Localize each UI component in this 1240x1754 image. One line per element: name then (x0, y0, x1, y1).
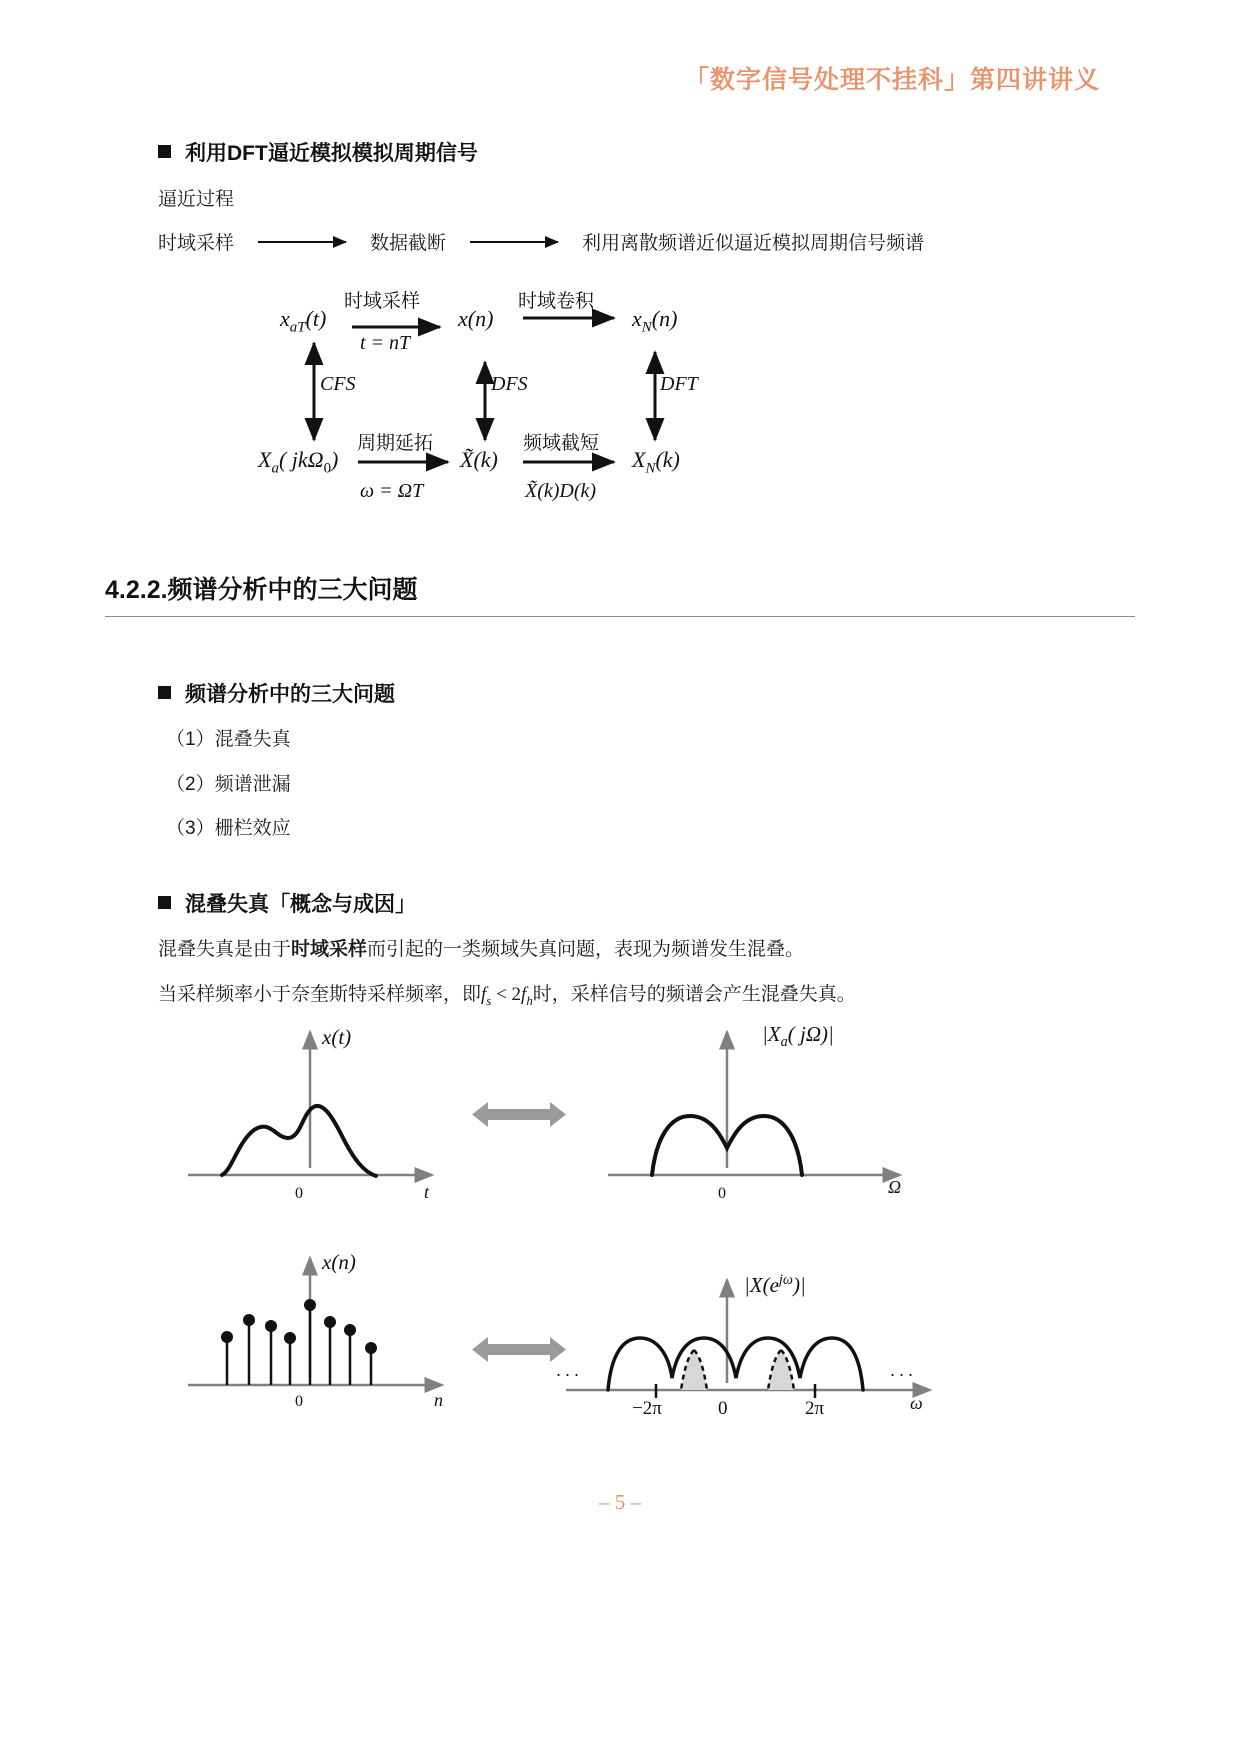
bullet-heading-three-problems (158, 678, 395, 708)
fig-br-ylabel-rest: )| (792, 1273, 806, 1297)
figure-continuous-time-signal (180, 1020, 460, 1200)
flow-step-2: 数据截断 (370, 233, 447, 254)
cd-label-time-convolution: 时域卷积 (518, 291, 595, 312)
fig-br-ylabel-sup: jω (778, 1272, 793, 1288)
fig-tl-xlabel: t (424, 1182, 430, 1202)
aliasing-paragraph-1 (158, 934, 804, 961)
double-arrow-icon-bottom (470, 1333, 570, 1367)
fig-tr-origin: 0 (718, 1185, 726, 1202)
fig-tr-xlabel: Ω (888, 1177, 902, 1197)
list-item-3: （3）栅栏效应 (166, 818, 291, 839)
bullet-heading-label-2: 频谱分析中的三大问题 (185, 683, 395, 706)
double-arrow-icon-top (470, 1098, 570, 1132)
bullet-heading-label: 利用DFT逼近模拟模拟周期信号 (185, 142, 478, 165)
aliasing-p2-post: 时，采样信号的频谱会产生混叠失真。 (532, 984, 856, 1005)
cd-label-freq-truncation: 频域截短 (523, 433, 600, 454)
aliasing-p2-fs: f (481, 984, 487, 1005)
flow-step-1: 时域采样 (158, 233, 235, 254)
page-header-title: 「数字信号处理不挂科」第四讲讲义 (683, 67, 1100, 94)
cd-label-cfs: CFS (320, 373, 356, 395)
cd-label-time-sampling: 时域采样 (344, 291, 421, 312)
aliasing-p2-fs-sub: s (486, 992, 492, 1008)
fig-br-xlabel: ω (910, 1393, 923, 1413)
fig-bl-xlabel: n (434, 1390, 443, 1410)
fig-tr-ylabel-rest: ( jΩ)| (787, 1022, 834, 1046)
fig-tr-ylabel-sub: a (780, 1034, 788, 1051)
cd-label-omega-equals-OmegaT: ω = ΩT (360, 480, 424, 502)
aliasing-p1-pre: 混叠失真是由于 (158, 939, 292, 960)
fig-tl-origin: 0 (295, 1185, 303, 1202)
bullet-square-icon-3 (158, 896, 171, 909)
fig-br-ellipsis-right: · · · (890, 1365, 913, 1385)
cd-node-xNn: $x_N(n)$ (632, 306, 678, 336)
bullet-heading-label-3: 混叠失真「概念与成因」 (185, 893, 416, 916)
fig-tr-ylabel-main: |X (762, 1022, 781, 1046)
section-divider (105, 616, 1135, 617)
fig-br-ylabel-main: |X(e (744, 1273, 779, 1297)
cd-label-dft: DFT (660, 373, 698, 395)
cd-label-dfs: DFS (491, 373, 528, 395)
cd-label-periodic-extension: 周期延拓 (357, 433, 434, 454)
fig-br-origin: 0 (718, 1398, 728, 1419)
fig-bl-ylabel: x(n) (322, 1250, 356, 1274)
aliasing-p1-bold: 时域采样 (291, 939, 368, 960)
cd-node-xaT: $x_{aT}(t)$ (280, 306, 327, 336)
fig-br-tick-neg2pi: −2π (632, 1398, 662, 1419)
cd-label-XkDk: X̃(k)D(k) (525, 480, 597, 502)
fig-bl-origin: 0 (295, 1393, 303, 1410)
bullet-square-icon-2 (158, 686, 171, 699)
cd-label-t-equals-nT: t = nT (360, 332, 411, 354)
fig-tl-ylabel: x(t) (322, 1025, 352, 1049)
subtitle-approx-process: 逼近过程 (158, 189, 235, 210)
aliasing-p2-fh-sub: h (526, 992, 533, 1008)
diagram-arrows (0, 0, 1240, 560)
figure-analog-spectrum (600, 1020, 920, 1200)
page-number: – 5 – (599, 1490, 641, 1514)
cd-node-xn: x(n) (458, 306, 494, 331)
list-item-2: （2）频谱泄漏 (166, 774, 291, 795)
cd-node-Xtilde-k: X̃(k) (460, 447, 498, 472)
flow-step-3: 利用离散频谱近似逼近模拟周期信号频谱 (582, 233, 925, 254)
figure-sampled-signal (180, 1250, 470, 1410)
fig-br-ellipsis-left: · · · (556, 1365, 579, 1385)
aliasing-paragraph-2 (158, 979, 856, 1009)
section-heading-422: 4.2.2.频谱分析中的三大问题 (105, 576, 418, 604)
fig-br-tick-2pi: 2π (805, 1398, 825, 1419)
cd-node-XN-k: $X_N(k)$ (632, 447, 680, 477)
aliasing-p1-post: 而引起的一类频域失真问题，表现为频谱发生混叠。 (367, 939, 805, 960)
aliasing-p2-pre: 当采样频率小于奈奎斯特采样频率，即 (158, 984, 482, 1005)
figure-discrete-spectrum-aliasing (560, 1270, 940, 1430)
aliasing-p2-rel: < 2 (491, 984, 522, 1005)
cd-node-XajkOmega0: $X_a$( jkΩ$_0$) (258, 447, 339, 477)
aliasing-p2-fh: f (521, 984, 527, 1005)
bullet-heading-aliasing (158, 888, 416, 918)
list-item-1: （1）混叠失真 (166, 729, 291, 750)
